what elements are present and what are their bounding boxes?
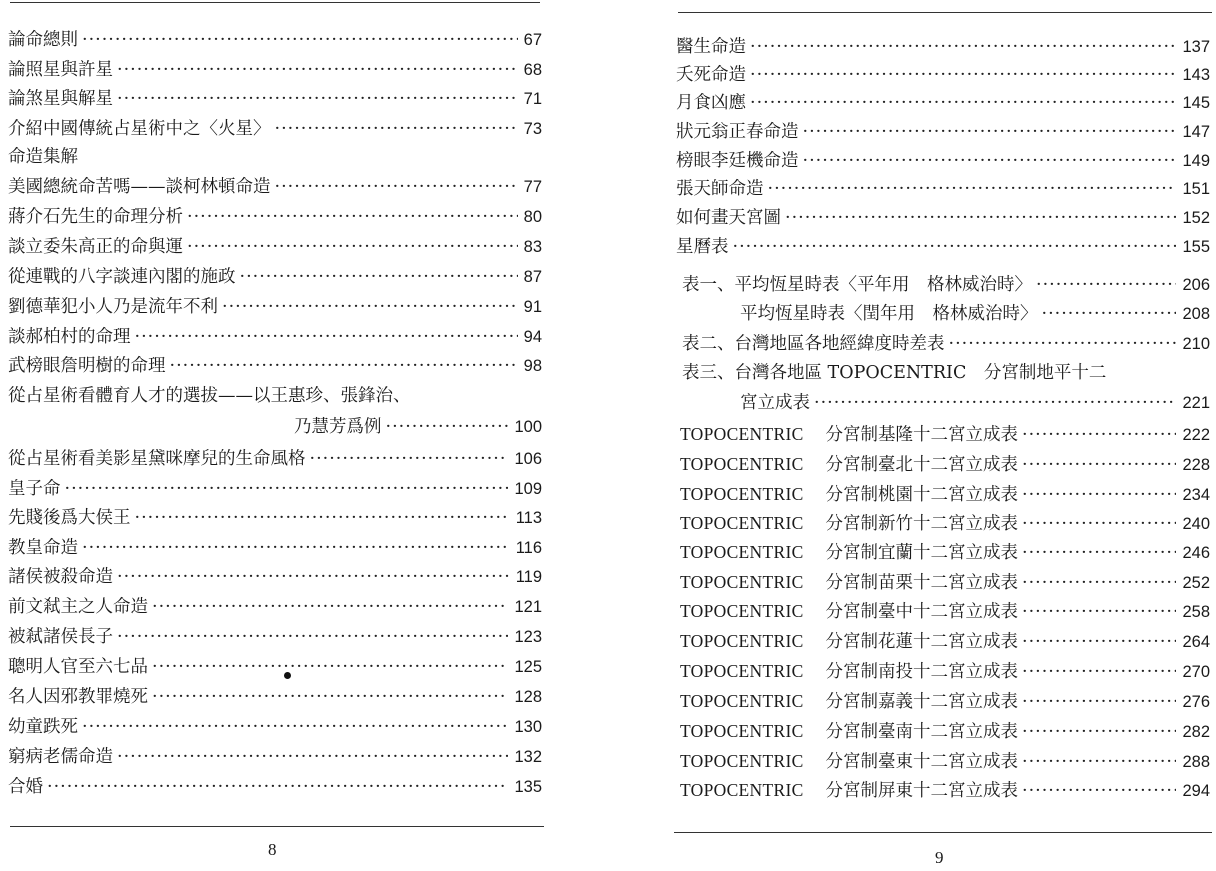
toc-entry-prefix: TOPOCENTRIC bbox=[680, 513, 804, 533]
toc-entry-page: 240 bbox=[1182, 515, 1210, 533]
toc-entry[interactable] bbox=[676, 36, 1210, 58]
toc-entry-page: 228 bbox=[1182, 456, 1210, 474]
toc-entry-page: 155 bbox=[1182, 238, 1210, 256]
toc-entry[interactable] bbox=[8, 118, 542, 140]
page-number: 8 bbox=[268, 840, 277, 859]
toc-entry-title: 論煞星與解星 bbox=[8, 89, 113, 109]
toc-entry-subtitle: 分宮制南投十二宮立成表 bbox=[825, 662, 1019, 682]
toc-entry[interactable] bbox=[8, 29, 542, 51]
dot-leader bbox=[733, 236, 1177, 258]
toc-entry-prefix: TOPOCENTRIC bbox=[680, 572, 804, 592]
toc-entry-page: 264 bbox=[1182, 633, 1210, 651]
toc-entry-page: 252 bbox=[1182, 574, 1210, 592]
toc-entry-page: 116 bbox=[515, 539, 542, 557]
dot-leader bbox=[785, 207, 1176, 229]
toc-entry-prefix: TOPOCENTRIC bbox=[680, 780, 804, 800]
toc-entry-title: 狀元翁正春命造 bbox=[676, 122, 799, 142]
table-of-contents bbox=[8, 0, 542, 800]
toc-entry-title: 乃慧芳爲例 bbox=[294, 417, 382, 437]
toc-entry-page: 67 bbox=[523, 31, 542, 49]
toc-entry-title: 張天師命造 bbox=[676, 179, 764, 199]
dot-leader bbox=[1022, 572, 1176, 594]
toc-entry[interactable] bbox=[676, 64, 1210, 86]
toc-entry[interactable] bbox=[740, 303, 1210, 325]
toc-entry[interactable] bbox=[8, 326, 542, 348]
toc-entry-page: 143 bbox=[1182, 66, 1210, 84]
toc-entry[interactable] bbox=[8, 176, 542, 198]
toc-entry-title bbox=[680, 512, 1018, 535]
toc-entry-title: 夭死命造 bbox=[676, 65, 746, 85]
toc-entry-page: 121 bbox=[514, 598, 542, 616]
toc-entry[interactable] bbox=[8, 596, 542, 618]
dot-leader bbox=[187, 236, 518, 258]
toc-entry-page: 83 bbox=[523, 238, 542, 256]
dot-leader bbox=[750, 36, 1176, 58]
toc-entry[interactable] bbox=[8, 566, 542, 588]
toc-entry-page: 151 bbox=[1182, 180, 1210, 198]
toc-entry-title: 美國總統命苦嗎——談柯林頓命造 bbox=[8, 177, 271, 197]
toc-entry-prefix: TOPOCENTRIC bbox=[680, 484, 804, 504]
dot-leader bbox=[1022, 542, 1176, 564]
dot-leader bbox=[803, 121, 1177, 143]
dot-leader bbox=[135, 507, 510, 529]
toc-entry-subtitle: 分宮制桃園十二宮立成表 bbox=[825, 485, 1019, 505]
dot-leader bbox=[65, 478, 509, 500]
toc-entry-title: 諸侯被殺命造 bbox=[8, 567, 113, 587]
toc-entry-prefix: TOPOCENTRIC bbox=[680, 661, 804, 681]
toc-entry[interactable] bbox=[682, 333, 1210, 355]
toc-entry[interactable] bbox=[8, 448, 542, 470]
dot-leader bbox=[310, 448, 509, 470]
toc-entry-page: 68 bbox=[523, 61, 542, 79]
toc-entry[interactable] bbox=[676, 150, 1210, 172]
dot-leader bbox=[750, 92, 1176, 114]
toc-entry[interactable] bbox=[680, 541, 1210, 564]
dot-leader bbox=[1022, 484, 1176, 506]
bottom-rule bbox=[674, 832, 1212, 833]
toc-entry-page: 128 bbox=[514, 688, 542, 706]
toc-entry-page: 246 bbox=[1182, 544, 1210, 562]
toc-entry-title: 先賤後爲大侯王 bbox=[8, 508, 131, 528]
toc-entry-title bbox=[680, 690, 1018, 713]
toc-entry-page: 288 bbox=[1182, 753, 1210, 771]
toc-entry-title: 蔣介石先生的命理分析 bbox=[8, 207, 183, 227]
toc-entry-wrapped[interactable] bbox=[8, 385, 542, 407]
toc-entry-page: 137 bbox=[1182, 38, 1210, 56]
toc-entry[interactable] bbox=[8, 746, 542, 768]
toc-entry[interactable] bbox=[8, 626, 542, 648]
toc-entry[interactable] bbox=[676, 236, 1210, 258]
toc-entry-subtitle: 分宮制臺東十二宮立成表 bbox=[825, 752, 1019, 772]
toc-entry-title bbox=[680, 483, 1018, 506]
dot-leader bbox=[275, 176, 518, 198]
toc-entry-title: 宮立成表 bbox=[740, 393, 810, 413]
toc-entry-title bbox=[680, 541, 1018, 564]
toc-entry-title: 論命總則 bbox=[8, 30, 78, 50]
toc-entry-subtitle: 分宮制臺中十二宮立成表 bbox=[825, 602, 1019, 622]
toc-entry[interactable] bbox=[680, 720, 1210, 743]
toc-entry-title: 表三、台灣各地區 TOPOCENTRIC 分宮制地平十二 bbox=[682, 363, 1107, 383]
toc-entry-page: 119 bbox=[515, 568, 542, 586]
dot-leader bbox=[82, 537, 510, 559]
toc-entry-title: 月食凶應 bbox=[676, 93, 746, 113]
dot-leader bbox=[117, 566, 510, 588]
toc-entry-title: 從連戰的八字談連內閣的施政 bbox=[8, 267, 236, 287]
toc-entry-title: 教皇命造 bbox=[8, 538, 78, 558]
dot-leader bbox=[1022, 424, 1176, 446]
toc-entry-title: 前文弒主之人命造 bbox=[8, 597, 148, 617]
toc-entry-page: 113 bbox=[515, 509, 542, 527]
dot-leader bbox=[117, 626, 508, 648]
toc-entry-prefix: TOPOCENTRIC bbox=[680, 691, 804, 711]
toc-entry[interactable] bbox=[680, 600, 1210, 623]
toc-entry[interactable] bbox=[680, 660, 1210, 683]
toc-entry-title: 窮病老儒命造 bbox=[8, 747, 113, 767]
toc-entry-page: 147 bbox=[1182, 123, 1210, 141]
toc-entry-title: 如何畫天宮圖 bbox=[676, 208, 781, 228]
toc-entry[interactable] bbox=[676, 207, 1210, 229]
dot-leader bbox=[135, 326, 518, 348]
toc-entry[interactable] bbox=[8, 716, 542, 738]
toc-entry-subtitle: 分宮制苗栗十二宮立成表 bbox=[825, 573, 1019, 593]
toc-entry[interactable] bbox=[682, 274, 1210, 296]
toc-entry-title: 表一、平均恆星時表〈平年用 格林威治時〉 bbox=[682, 275, 1032, 295]
toc-entry-title: 從占星術看體育人才的選拔——以王惠珍、張鋒治、 bbox=[8, 386, 411, 406]
toc-entry[interactable] bbox=[676, 178, 1210, 200]
toc-entry[interactable] bbox=[8, 478, 542, 500]
toc-entry-title: 名人因邪教罪燒死 bbox=[8, 687, 148, 707]
toc-entry-title: 論照星與許星 bbox=[8, 60, 113, 80]
right-page bbox=[608, 0, 1216, 871]
toc-entry-subtitle: 分宮制臺北十二宮立成表 bbox=[825, 455, 1019, 475]
dot-leader bbox=[152, 686, 508, 708]
toc-entry-title: 從占星術看美影星黛咪摩兒的生命風格 bbox=[8, 449, 306, 469]
toc-entry-subtitle: 分宮制基隆十二宮立成表 bbox=[825, 425, 1019, 445]
toc-entry-page: 234 bbox=[1182, 486, 1210, 504]
toc-entry-subtitle: 分宮制臺南十二宮立成表 bbox=[825, 722, 1019, 742]
dot-leader bbox=[117, 59, 518, 81]
toc-entry-page: 221 bbox=[1182, 394, 1210, 412]
toc-entry-page: 270 bbox=[1182, 663, 1210, 681]
dot-leader bbox=[750, 64, 1176, 86]
dot-leader bbox=[1022, 601, 1176, 623]
toc-entry-title: 聰明人官至六七品 bbox=[8, 657, 148, 677]
dot-leader bbox=[170, 355, 518, 377]
toc-entry-title bbox=[680, 571, 1018, 594]
toc-entry-title: 劉德華犯小人乃是流年不利 bbox=[8, 297, 218, 317]
toc-entry[interactable] bbox=[8, 686, 542, 708]
page-number: 9 bbox=[935, 848, 944, 867]
toc-entry[interactable] bbox=[680, 512, 1210, 535]
toc-entry-page: 123 bbox=[514, 628, 542, 646]
dot-leader bbox=[1022, 454, 1176, 476]
dot-leader bbox=[1022, 691, 1176, 713]
toc-entry-title bbox=[680, 630, 1018, 653]
toc-entry-subtitle: 分宮制宜蘭十二宮立成表 bbox=[825, 543, 1019, 563]
toc-entry[interactable] bbox=[8, 507, 542, 529]
toc-entry[interactable] bbox=[680, 750, 1210, 773]
dot-leader bbox=[814, 392, 1176, 414]
dot-leader bbox=[82, 29, 518, 51]
toc-entry[interactable] bbox=[680, 453, 1210, 476]
dot-leader bbox=[152, 596, 508, 618]
toc-entry-title: 命造集解 bbox=[8, 147, 78, 167]
table-of-contents bbox=[676, 0, 1210, 800]
toc-entry-page: 77 bbox=[523, 178, 542, 196]
dot-leader bbox=[1022, 661, 1176, 683]
toc-entry-title bbox=[680, 423, 1018, 446]
dot-leader bbox=[117, 88, 518, 110]
dot-leader bbox=[1022, 751, 1176, 773]
toc-entry-page: 130 bbox=[514, 718, 542, 736]
toc-entry-title: 談立委朱高正的命與運 bbox=[8, 237, 183, 257]
toc-entry-title bbox=[680, 750, 1018, 773]
dot-leader bbox=[152, 656, 508, 678]
toc-entry-title: 星曆表 bbox=[676, 237, 729, 257]
toc-entry-subtitle: 分宮制嘉義十二宮立成表 bbox=[825, 692, 1019, 712]
toc-entry-page: 87 bbox=[523, 268, 542, 286]
dot-leader bbox=[1022, 631, 1176, 653]
toc-entry-title: 談郝柏村的命理 bbox=[8, 327, 131, 347]
toc-entry-subtitle: 分宮制新竹十二宮立成表 bbox=[825, 514, 1019, 534]
toc-entry-prefix: TOPOCENTRIC bbox=[680, 601, 804, 621]
toc-entry-title: 榜眼李廷機命造 bbox=[676, 151, 799, 171]
toc-entry-page: 106 bbox=[514, 450, 542, 468]
dot-leader bbox=[386, 416, 509, 438]
dot-leader bbox=[768, 178, 1177, 200]
toc-entry-title bbox=[680, 453, 1018, 476]
toc-entry-title: 表二、台灣地區各地經緯度時差表 bbox=[682, 334, 945, 354]
toc-entry-page: 91 bbox=[523, 298, 542, 316]
toc-entry[interactable] bbox=[8, 776, 542, 798]
toc-entry-page: 210 bbox=[1182, 335, 1210, 353]
toc-entry-title: 醫生命造 bbox=[676, 37, 746, 57]
dot-leader bbox=[1036, 274, 1176, 296]
toc-entry[interactable] bbox=[8, 355, 542, 377]
toc-entry-page: 132 bbox=[514, 748, 542, 766]
toc-entry-page: 80 bbox=[523, 208, 542, 226]
toc-entry-subtitle: 分宮制花蓮十二宮立成表 bbox=[825, 632, 1019, 652]
ink-speck bbox=[284, 672, 291, 679]
toc-entry-prefix: TOPOCENTRIC bbox=[680, 721, 804, 741]
toc-entry[interactable] bbox=[680, 690, 1210, 713]
toc-entry-page: 94 bbox=[523, 328, 542, 346]
dot-leader bbox=[1022, 780, 1176, 802]
toc-entry-page: 152 bbox=[1182, 209, 1210, 227]
toc-entry[interactable] bbox=[680, 423, 1210, 446]
toc-entry-page: 258 bbox=[1182, 603, 1210, 621]
toc-entry-title bbox=[680, 720, 1018, 743]
toc-entry-continuation[interactable] bbox=[740, 392, 1210, 414]
toc-entry-page: 145 bbox=[1182, 94, 1210, 112]
toc-entry-page: 125 bbox=[514, 658, 542, 676]
dot-leader bbox=[803, 150, 1177, 172]
toc-section-heading[interactable] bbox=[8, 146, 542, 168]
toc-entry-title bbox=[680, 660, 1018, 683]
toc-entry-prefix: TOPOCENTRIC bbox=[680, 751, 804, 771]
toc-entry-title: 合婚 bbox=[8, 777, 43, 797]
toc-entry-continuation[interactable] bbox=[294, 416, 542, 438]
toc-entry-page: 98 bbox=[523, 357, 542, 375]
toc-entry-page: 294 bbox=[1182, 782, 1210, 800]
dot-leader bbox=[47, 776, 508, 798]
toc-entry-page: 100 bbox=[514, 418, 542, 436]
toc-entry[interactable] bbox=[676, 92, 1210, 114]
toc-entry-page: 206 bbox=[1182, 276, 1210, 294]
toc-entry-prefix: TOPOCENTRIC bbox=[680, 424, 804, 444]
toc-entry[interactable] bbox=[680, 779, 1210, 802]
toc-entry-page: 109 bbox=[514, 480, 542, 498]
toc-entry-title: 介紹中國傳統占星術中之〈火星〉 bbox=[8, 119, 271, 139]
toc-entry-title bbox=[680, 600, 1018, 623]
dot-leader bbox=[949, 333, 1177, 355]
toc-entry[interactable] bbox=[8, 59, 542, 81]
toc-entry[interactable] bbox=[680, 571, 1210, 594]
toc-entry[interactable] bbox=[8, 88, 542, 110]
toc-entry-page: 208 bbox=[1182, 305, 1210, 323]
toc-entry[interactable] bbox=[8, 236, 542, 258]
dot-leader bbox=[275, 118, 518, 140]
dot-leader bbox=[1022, 721, 1176, 743]
toc-entry-prefix: TOPOCENTRIC bbox=[680, 542, 804, 562]
toc-entry[interactable] bbox=[680, 483, 1210, 506]
toc-entry[interactable] bbox=[8, 296, 542, 318]
toc-entry[interactable] bbox=[676, 121, 1210, 143]
toc-entry-title: 皇子命 bbox=[8, 479, 61, 499]
toc-entry-page: 135 bbox=[514, 778, 542, 796]
dot-leader bbox=[1042, 303, 1177, 325]
toc-entry[interactable] bbox=[680, 630, 1210, 653]
toc-entry-page: 282 bbox=[1182, 723, 1210, 741]
dot-leader bbox=[82, 716, 508, 738]
toc-entry-wrapped[interactable] bbox=[682, 362, 1210, 384]
toc-entry-prefix: TOPOCENTRIC bbox=[680, 631, 804, 651]
toc-entry[interactable] bbox=[8, 266, 542, 288]
toc-entry[interactable] bbox=[8, 656, 542, 678]
toc-entry-subtitle: 分宮制屏東十二宮立成表 bbox=[825, 781, 1019, 801]
toc-entry-page: 149 bbox=[1182, 152, 1210, 170]
toc-entry-title: 平均恆星時表〈閏年用 格林威治時〉 bbox=[740, 304, 1038, 324]
toc-entry-title: 武榜眼詹明樹的命理 bbox=[8, 356, 166, 376]
toc-entry[interactable] bbox=[8, 537, 542, 559]
toc-entry[interactable] bbox=[8, 206, 542, 228]
toc-entry-page: 276 bbox=[1182, 693, 1210, 711]
toc-entry-page: 71 bbox=[523, 90, 542, 108]
toc-entry-page: 73 bbox=[523, 120, 542, 138]
toc-entry-page: 222 bbox=[1182, 426, 1210, 444]
dot-leader bbox=[1022, 513, 1176, 535]
toc-entry-title: 幼童跌死 bbox=[8, 717, 78, 737]
toc-entry-title bbox=[680, 779, 1018, 802]
dot-leader bbox=[187, 206, 518, 228]
bottom-rule bbox=[10, 826, 544, 827]
dot-leader bbox=[222, 296, 518, 318]
dot-leader bbox=[117, 746, 508, 768]
toc-entry-title: 被弒諸侯長子 bbox=[8, 627, 113, 647]
dot-leader bbox=[240, 266, 518, 288]
toc-entry-prefix: TOPOCENTRIC bbox=[680, 454, 804, 474]
